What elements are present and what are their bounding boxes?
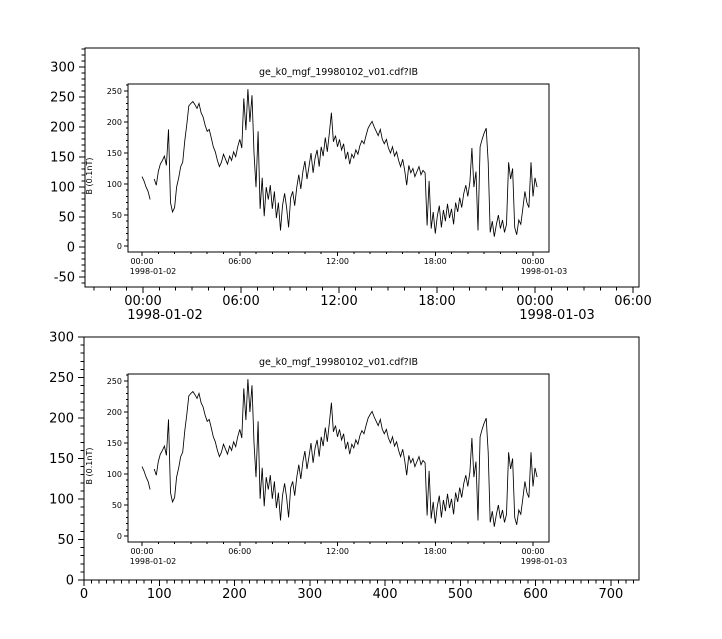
inset-y-axis-label: B (0.1nT): [85, 447, 94, 485]
outer-y-tick-label: 300: [50, 60, 75, 76]
data-curve: [142, 379, 537, 527]
inset-x-tick-label: 12:00: [325, 257, 350, 266]
inset-y-tick-label: 150: [106, 148, 122, 158]
inset-y-tick-label: 200: [106, 117, 122, 127]
outer-y-tick-label: 0: [66, 240, 75, 256]
inset-x-tick-label: 00:00: [130, 257, 154, 266]
outer-y-tick-label: 50: [58, 210, 75, 226]
outer-x-tick-label: 18:00: [418, 294, 456, 309]
inset-plot: [85, 357, 567, 566]
inset-x-tick-label: 18:00: [423, 547, 447, 556]
inset-y-tick-label: 150: [106, 438, 122, 448]
outer-x-tick-label: 06:00: [614, 294, 652, 309]
outer-y-tick-label: 250: [50, 90, 75, 106]
outer-y-tick-label: 150: [50, 150, 75, 166]
inset-y-tick-label: 0: [116, 241, 122, 251]
outer-y-tick-label: 200: [49, 411, 74, 427]
outer-x-tick-label: 400: [372, 587, 398, 602]
inset-x-tick-label: 00:00: [130, 547, 154, 556]
outer-y-tick-label: 0: [65, 573, 74, 589]
data-curve: [142, 89, 537, 237]
outer-x-tick-label: 200: [222, 587, 247, 602]
top-panel: [50, 48, 652, 323]
outer-y-tick-label: -50: [53, 270, 75, 286]
outer-x-tick-label: 100: [146, 587, 172, 602]
inset-title: ge_k0_mgf_19980102_v01.cdf?IB: [258, 357, 419, 368]
inset-y-tick-label: 50: [111, 210, 122, 220]
outer-x-tick-label: 12:00: [320, 294, 358, 309]
inset-y-tick-label: 250: [106, 376, 122, 386]
outer-y-tick-label: 300: [49, 330, 74, 346]
outer-axes-frame: [84, 337, 639, 580]
inset-y-tick-label: 100: [106, 469, 122, 479]
outer-x-tick-label: 600: [523, 587, 549, 602]
outer-x-tick-label: 0: [79, 587, 89, 602]
outer-x-tick-label: 700: [598, 587, 624, 602]
inset-x-date-label: 1998-01-02: [129, 267, 177, 276]
outer-x-tick-label: 00:00: [516, 294, 554, 309]
outer-y-tick-label: 100: [49, 492, 74, 508]
outer-y-tick-label: 250: [49, 371, 74, 386]
outer-x-date-label: 1998-01-02: [127, 308, 203, 323]
inset-plot: [85, 67, 567, 276]
inset-frame: [128, 84, 549, 252]
inset-x-tick-label: 06:00: [228, 547, 252, 556]
inset-y-tick-label: 100: [106, 179, 122, 189]
outer-x-tick-label: 500: [447, 587, 473, 602]
inset-y-tick-label: 0: [116, 531, 122, 541]
inset-frame: [128, 374, 549, 542]
inset-y-tick-label: 250: [106, 86, 122, 96]
bottom-panel: [49, 331, 639, 603]
outer-y-tick-label: 200: [50, 120, 75, 136]
inset-x-tick-label: 00:00: [521, 547, 545, 556]
inset-x-tick-label: 06:00: [228, 257, 252, 266]
inset-x-tick-label: 00:00: [521, 257, 545, 266]
inset-x-date-label: 1998-01-03: [520, 557, 568, 566]
inset-y-tick-label: 200: [106, 407, 122, 417]
inset-title: ge_k0_mgf_19980102_v01.cdf?IB: [258, 67, 419, 78]
inset-y-axis-label: B (0.1nT): [85, 157, 94, 195]
outer-x-tick-label: 300: [297, 587, 323, 602]
inset-x-tick-label: 12:00: [325, 547, 350, 556]
outer-y-tick-label: 150: [49, 452, 74, 467]
outer-x-tick-label: 00:00: [124, 294, 162, 309]
outer-x-date-label: 1998-01-03: [519, 308, 595, 323]
outer-y-tick-label: 100: [50, 180, 75, 196]
inset-x-date-label: 1998-01-03: [520, 267, 568, 276]
inset-y-tick-label: 50: [111, 500, 122, 510]
inset-x-date-label: 1998-01-02: [129, 557, 177, 566]
outer-y-tick-label: 50: [57, 533, 74, 548]
inset-x-tick-label: 18:00: [423, 257, 447, 266]
outer-x-tick-label: 06:00: [222, 294, 260, 309]
